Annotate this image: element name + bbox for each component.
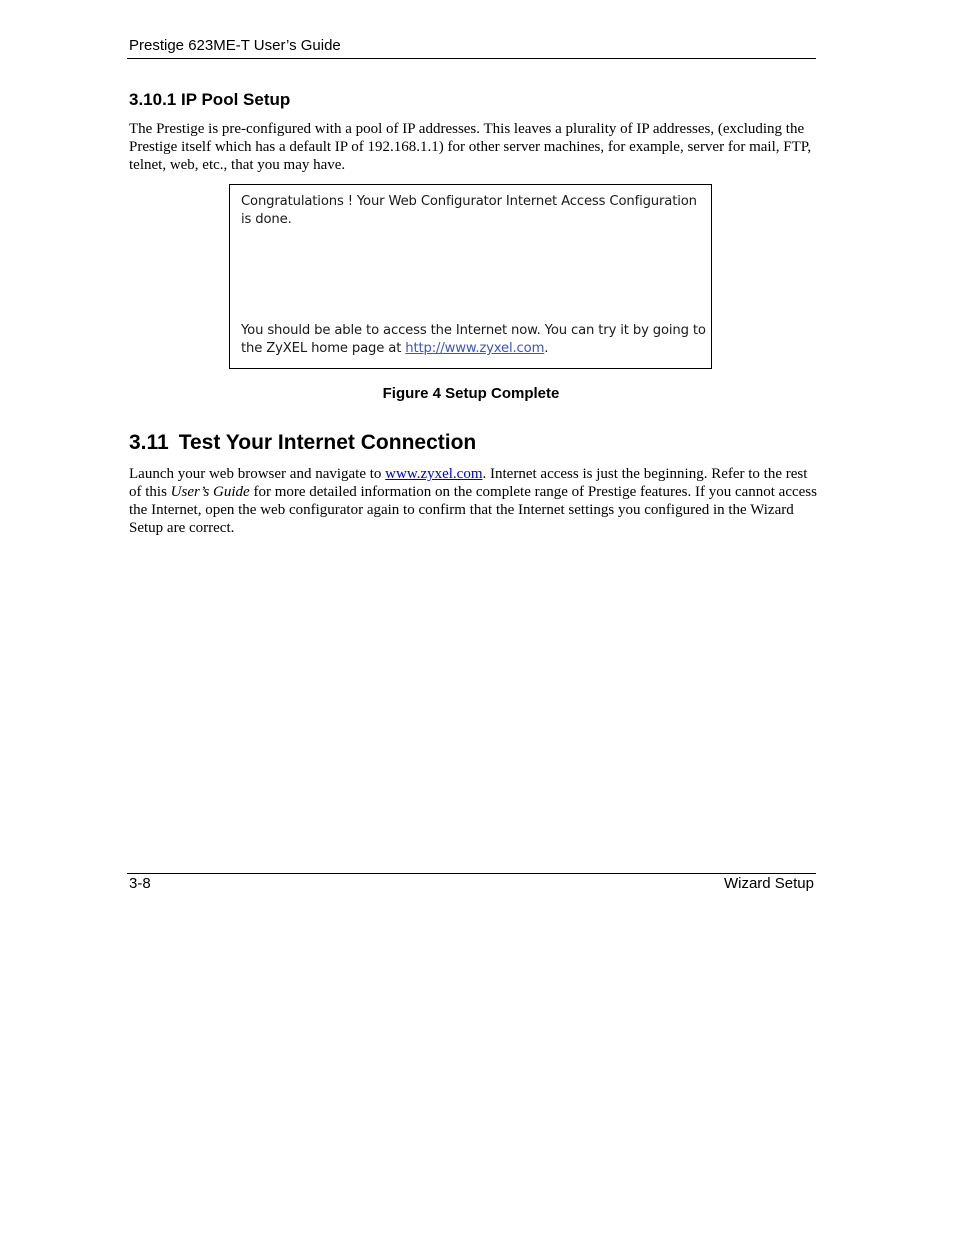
paragraph-text-start: Launch your web browser and navigate to [129,466,386,482]
paragraph-text-middle: . Internet access is just the beginning. Refer to the rest of this [129,466,808,500]
running-header-title: Prestige 623ME-T User’s Guide [129,37,341,54]
figure-caption: Figure 4 Setup Complete [382,385,560,402]
test-connection-paragraph [129,465,819,537]
figure-zyxel-link[interactable]: http://www.zyxel.com [405,341,545,356]
footer-page-number: 3-8 [129,875,151,892]
zyxel-link[interactable]: www.zyxel.com [385,466,483,482]
footer-divider [127,873,816,874]
ip-pool-paragraph: The Prestige is pre-configured with a pool of IP addresses. This leaves a plurality of IP addresses, (excluding the Prestige itself which has a default IP of 192.168.1.1) for other server machines, for example, server for mail, FTP, telnet, web, etc., that you may have. [129,121,812,173]
header-divider [127,58,816,59]
subsection-heading: 3.10.1 IP Pool Setup [129,90,291,109]
users-guide-italic: User’s Guide [170,484,250,500]
figure-congratulations-text: Congratulations ! Your Web Configurator Internet Access Configuration is done. [241,194,697,227]
section-title: Test Your Internet Connection [178,431,477,454]
figure-access-text-end: . [544,341,549,356]
footer-chapter-name: Wizard Setup [723,875,814,892]
setup-complete-figure [229,184,712,369]
section-heading [129,431,476,455]
section-number: 3.11 [129,431,169,454]
figure-access-text-main: You should be able to access the Internet now. You can try it by going to the ZyXEL home page at [241,323,706,356]
figure-access-text [241,322,711,358]
paragraph-text-end: for more detailed information on the complete range of Prestige features. If you cannot access the Internet, open the web configurator again to confirm that the Internet settings you configured in the Wizard Setup are correct. [129,484,817,536]
